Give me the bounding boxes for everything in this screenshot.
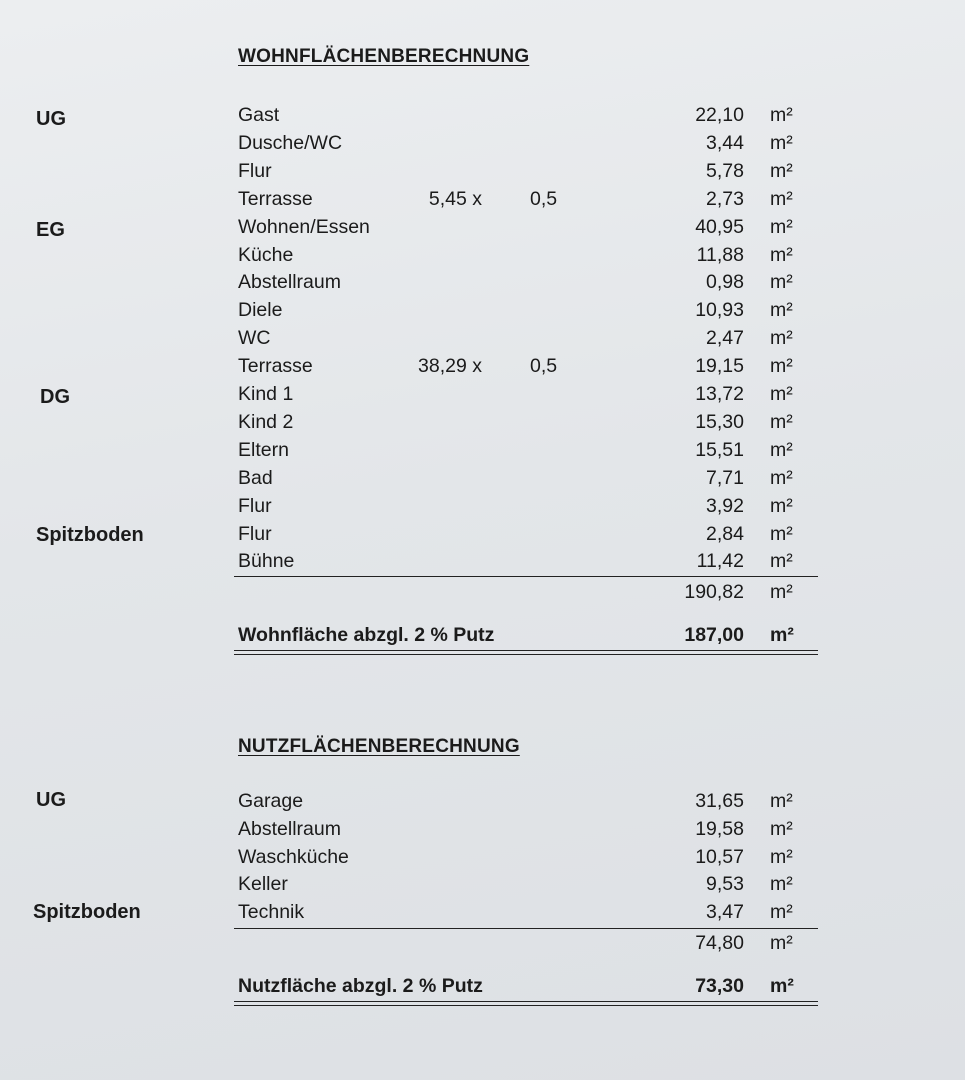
- cell-value: 13,72: [695, 383, 744, 405]
- cell-value: 40,95: [695, 215, 744, 238]
- cell-label: Terrasse: [238, 187, 313, 210]
- cell-value: 22,10: [695, 104, 744, 126]
- cell-label: Dusche/WC: [238, 131, 343, 154]
- cell-value: 31,65: [695, 790, 744, 812]
- nutz-subtotal-unit: m²: [770, 932, 793, 954]
- cell-unit: m²: [770, 438, 793, 461]
- table-row: [0, 495, 965, 523]
- cell-unit: m²: [770, 243, 793, 266]
- table-row: [0, 216, 965, 244]
- cell-value: 15,30: [695, 410, 744, 433]
- table-row: [0, 188, 965, 216]
- table-row: [0, 873, 965, 901]
- table-row: [0, 104, 965, 132]
- cell-unit: m²: [770, 550, 793, 573]
- cell-label: Keller: [238, 873, 288, 896]
- table-row: [0, 790, 965, 818]
- cell-unit: m²: [770, 410, 793, 433]
- nutzflaeche-total-row: [0, 975, 965, 1003]
- nutzflaeche-subtotal-row: [0, 932, 965, 960]
- subtotal-value: 190,82: [684, 581, 744, 603]
- nutzflaeche-title: NUTZFLÄCHENBERECHNUNG: [238, 736, 520, 757]
- cell-unit: m²: [770, 466, 793, 489]
- subtotal-unit: m²: [770, 581, 793, 603]
- total-double-line: [234, 650, 818, 655]
- floor-label-spitzboden-nutz: Spitzboden: [33, 901, 141, 923]
- cell-unit: m²: [770, 522, 793, 545]
- cell-value: 10,57: [695, 845, 744, 868]
- cell-value: 11,42: [696, 550, 744, 573]
- table-row: [0, 818, 965, 846]
- total-unit: m²: [770, 624, 794, 646]
- cell-value: 15,51: [695, 438, 744, 461]
- table-row: [0, 160, 965, 188]
- cell-value: 19,58: [695, 817, 744, 840]
- cell-value: 11,88: [696, 243, 744, 266]
- cell-unit: m²: [770, 271, 793, 294]
- table-row: [0, 327, 965, 355]
- cell-label: Waschküche: [238, 845, 349, 868]
- cell-label: Eltern: [238, 438, 289, 461]
- cell-label: Abstellraum: [238, 817, 341, 840]
- cell-unit: m²: [770, 327, 793, 350]
- cell-unit: m²: [770, 873, 793, 896]
- cell-unit: m²: [770, 355, 793, 378]
- cell-label: Wohnen/Essen: [238, 215, 370, 238]
- cell-unit: m²: [770, 845, 793, 868]
- cell-unit: m²: [770, 494, 793, 517]
- cell-label: Gast: [238, 104, 280, 126]
- table-row: [0, 132, 965, 160]
- cell-label: WC: [238, 327, 271, 350]
- nutz-total-unit: m²: [770, 975, 794, 997]
- cell-unit: m²: [770, 104, 793, 126]
- cell-label: Terrasse: [238, 355, 313, 378]
- cell-unit: m²: [770, 901, 793, 924]
- cell-value: 19,15: [695, 355, 744, 378]
- cell-unit: m²: [770, 131, 793, 154]
- cell-value: 3,47: [706, 901, 744, 924]
- total-value: 187,00: [684, 624, 744, 646]
- cell-value: 10,93: [695, 299, 744, 322]
- cell-value: 3,92: [706, 494, 744, 517]
- cell-unit: m²: [770, 215, 793, 238]
- cell-unit: m²: [770, 790, 793, 812]
- total-label: Wohnfläche abzgl. 2 % Putz: [238, 624, 495, 646]
- table-row: [0, 467, 965, 495]
- cell-value: 2,73: [706, 187, 744, 210]
- cell-unit: m²: [770, 817, 793, 840]
- cell-label: Abstellraum: [238, 271, 341, 294]
- table-row: [0, 383, 965, 411]
- cell-f2: 0,5: [530, 187, 558, 210]
- nutz-total-value: 73,30: [695, 975, 744, 997]
- nutz-subtotal-line: [234, 928, 818, 929]
- cell-f2: 0,5: [530, 355, 558, 378]
- cell-label: Flur: [238, 494, 272, 517]
- table-row: [0, 550, 965, 578]
- cell-value: 0,98: [706, 271, 744, 294]
- cell-unit: m²: [770, 159, 793, 182]
- cell-label: Kind 2: [238, 410, 294, 433]
- cell-label: Technik: [238, 901, 305, 924]
- wohnflaeche-total-row: [0, 624, 965, 652]
- floor-label-ug-nutz: UG: [36, 789, 66, 811]
- nutz-subtotal-value: 74,80: [695, 932, 744, 954]
- cell-value: 3,44: [706, 131, 744, 154]
- cell-label: Flur: [238, 159, 272, 182]
- cell-label: Bad: [238, 466, 273, 489]
- cell-value: 5,78: [706, 159, 744, 182]
- cell-label: Garage: [238, 790, 304, 812]
- cell-f1: 38,29 x: [418, 355, 482, 378]
- cell-value: 9,53: [706, 873, 744, 896]
- floor-label-dg: DG: [40, 386, 70, 408]
- table-row: [0, 299, 965, 327]
- cell-label: Kind 1: [238, 383, 294, 405]
- subtotal-line: [234, 576, 818, 577]
- cell-label: Diele: [238, 299, 283, 322]
- cell-unit: m²: [770, 187, 793, 210]
- cell-label: Bühne: [238, 550, 295, 573]
- cell-label: Flur: [238, 522, 272, 545]
- nutz-total-double-line: [234, 1001, 818, 1006]
- floor-label-ug: UG: [36, 108, 66, 130]
- table-row: [0, 846, 965, 874]
- table-row: [0, 411, 965, 439]
- table-row: [0, 271, 965, 299]
- table-row: [0, 523, 965, 551]
- cell-value: 7,71: [706, 466, 744, 489]
- table-row: [0, 901, 965, 929]
- table-row: [0, 355, 965, 383]
- floor-label-spitzboden: Spitzboden: [36, 524, 144, 546]
- table-row: [0, 439, 965, 467]
- table-row: [0, 244, 965, 272]
- cell-unit: m²: [770, 299, 793, 322]
- wohnflaeche-subtotal-row: [0, 581, 965, 609]
- cell-unit: m²: [770, 383, 793, 405]
- cell-value: 2,47: [706, 327, 744, 350]
- nutz-total-label: Nutzfläche abzgl. 2 % Putz: [238, 975, 483, 997]
- floor-label-eg: EG: [36, 219, 65, 241]
- wohnflaeche-title: WOHNFLÄCHENBERECHNUNG: [238, 46, 530, 67]
- cell-f1: 5,45 x: [428, 187, 482, 210]
- cell-label: Küche: [238, 243, 294, 266]
- cell-value: 2,84: [706, 522, 744, 545]
